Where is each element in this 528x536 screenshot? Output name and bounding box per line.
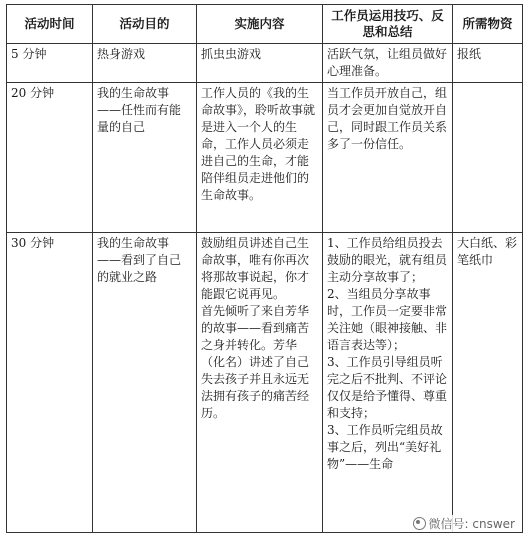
cell-content: 工作人员的《我的生命故事》，聆听故事就是进入一个人的生命，工作人员必须走进自己的生命，才能陪伴组员走进他们的生命故事。 bbox=[197, 83, 323, 233]
activity-plan-table bbox=[6, 4, 523, 533]
cell-skills bbox=[323, 233, 453, 533]
table-row bbox=[7, 233, 523, 533]
cell-goal: 我的生命故事——看到了自己的就业之路 bbox=[93, 233, 197, 533]
cell-goal: 热身游戏 bbox=[93, 44, 197, 83]
cell-time: 20 分钟 bbox=[7, 83, 93, 233]
cell-time: 5 分钟 bbox=[7, 44, 93, 83]
cell-goal: 我的生命故事——任性而有能量的自己 bbox=[93, 83, 197, 233]
wechat-watermark bbox=[410, 515, 518, 532]
content-paragraph: 鼓励组员讲述自己生命故事，唯有你再次将那故事说起，你才能跟它说再见。 bbox=[201, 236, 310, 301]
skills-paragraph: 3、工作员引导组员听完之后不批判、不评论仅仅是给予懂得、尊重和支持； bbox=[327, 355, 448, 420]
cell-materials: 大白纸、彩笔纸巾 bbox=[453, 233, 523, 533]
cell-materials bbox=[453, 83, 523, 233]
table-row bbox=[7, 83, 523, 233]
cell-skills bbox=[323, 83, 453, 233]
cell-content bbox=[197, 233, 323, 533]
skills-paragraph: 当工作员开放自己，组员才会更加自觉放开自己，同时跟工作员关系多了一份信任。 bbox=[327, 86, 448, 151]
skills-paragraph: 2、当组员分享故事时，工作员一定要非常关注她（眼神接触、非语言表达等）； bbox=[327, 287, 448, 352]
skills-paragraph: 活跃气氛，让组员做好心理准备。 bbox=[327, 47, 448, 78]
cell-skills bbox=[323, 44, 453, 83]
header-materials: 所需物资 bbox=[453, 5, 523, 44]
table-row bbox=[7, 44, 523, 83]
header-content: 实施内容 bbox=[197, 5, 323, 44]
header-goal: 活动目的 bbox=[93, 5, 197, 44]
skills-paragraph: 3、工作员听完组员故事之后，列出“美好礼物”——生命 bbox=[327, 423, 443, 471]
cell-content: 抓虫虫游戏 bbox=[197, 44, 323, 83]
wechat-logo-icon bbox=[413, 517, 426, 530]
header-skills: 工作员运用技巧、反思和总结 bbox=[323, 5, 453, 44]
cell-materials: 报纸 bbox=[453, 44, 523, 83]
watermark-text: 微信号: cnswer bbox=[428, 517, 515, 531]
skills-paragraph: 1、工作员给组员投去鼓励的眼光，就有组员主动分享故事了； bbox=[327, 236, 448, 284]
header-time: 活动时间 bbox=[7, 5, 93, 44]
table-header-row bbox=[7, 5, 523, 44]
content-paragraph: 首先倾听了来自芳华的故事——看到痛苦之身并转化。芳华（化名）讲述了自己失去孩子并且永远无法拥有孩子的痛苦经历。 bbox=[201, 304, 310, 420]
cell-time: 30 分钟 bbox=[7, 233, 93, 533]
